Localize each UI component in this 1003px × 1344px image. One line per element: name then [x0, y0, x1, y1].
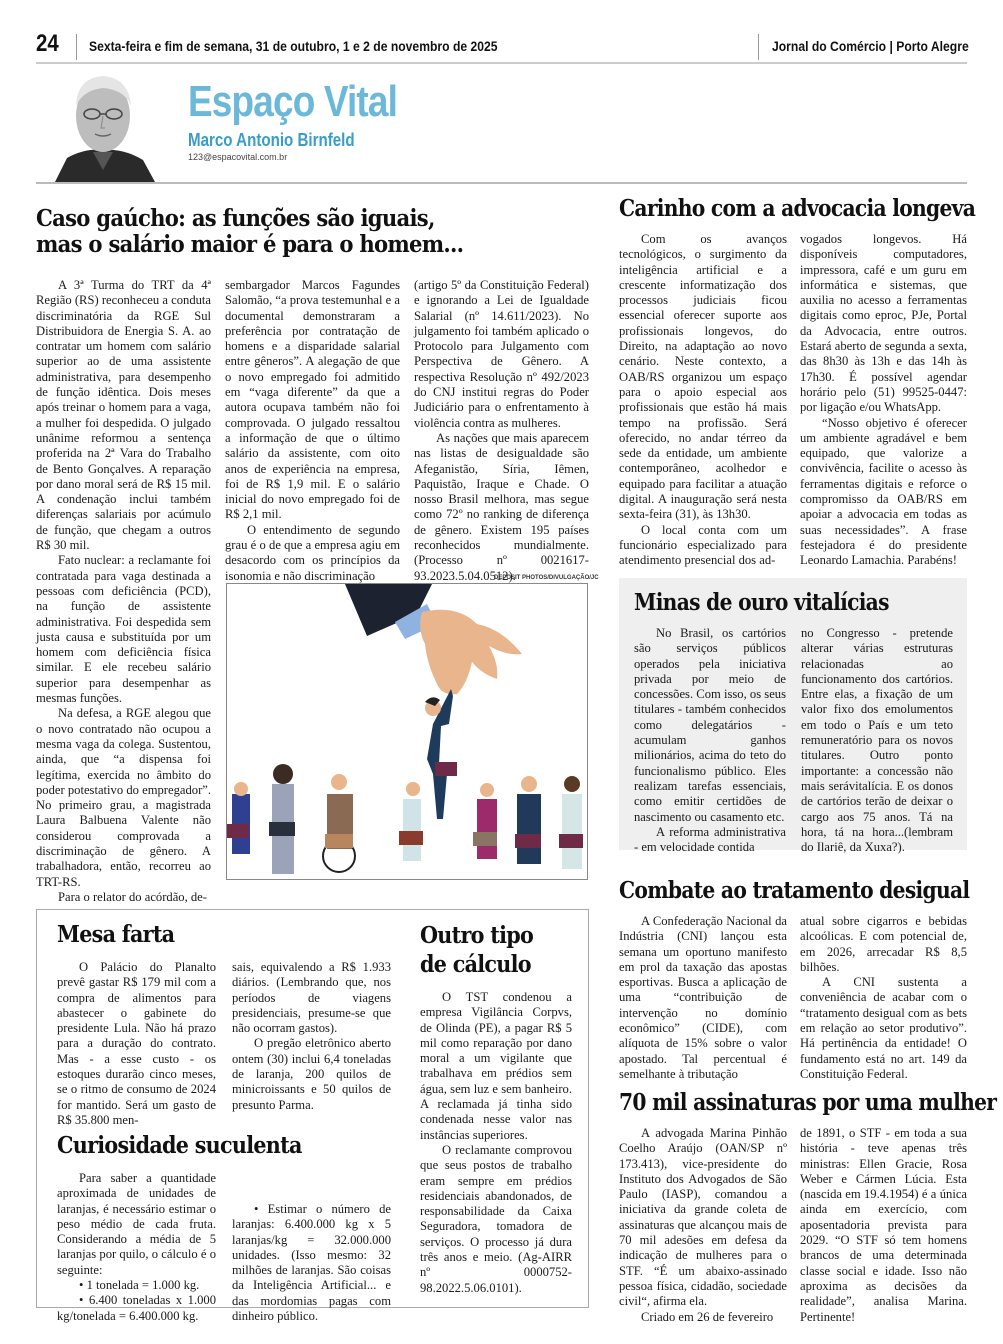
- paragraph: O pregão eletrônico aberto ontem (30) inclui 6,4 toneladas de laranja, 200 quilos de minicroissants e 50 quilos de presunto Parma.: [232, 1036, 391, 1112]
- header-rule: [36, 62, 967, 64]
- combate-col2: [800, 914, 967, 1082]
- assinaturas-col2: [800, 1126, 967, 1325]
- outro-headline: [420, 922, 533, 980]
- paragraph: As nações que mais aparecem nas listas de desigualdade são Afeganistão, Síria, Iêmen, Paquistão, Iraque e Chade. O nosso Brasil melhora, mas segue como 72º no ranking de diferença de gênero. Existem 195 países reconhecidos mundialmente. (Processo nº 0021617-93.2023.5.04.0512).: [414, 430, 589, 583]
- paragraph: no Congresso - pretende alterar várias estruturas relacionadas ao funcionamento dos cartórios. Entre elas, a fixação de um valor fixo dos emolumentos em todo o País e um teto remuneratório para os novos titulares. Outro ponto importante: a concessão não mais serávitalícia. E os donos de cartórios terão de deixar o cargo aos 75 anos. Tá na hora, tá na hora...(lembram do Ilariê, da Xuxa?).: [801, 626, 953, 855]
- photo-credit: DEPOSIT PHOTOS/DIVULGAÇÃO/JC: [494, 575, 599, 581]
- main-article-col2: [225, 278, 400, 584]
- main-headline-line2: mas o salário maior é para o homem...: [36, 230, 464, 258]
- paragraph: O reclamante comprovou que seus postos de trabalho eram sempre em prédios residenciais abandonados, de responsabilidade da Caixa Seguradora, tomadora de serviços. O processo já dura três anos e meio. (Ag-AIRR nº 0000752-98.2022.5.06.0101).: [420, 1142, 572, 1295]
- outro-headline-line2: de cálculo: [420, 950, 531, 978]
- paragraph: A reforma administrativa - em velocidade contida: [634, 824, 786, 855]
- paragraph: Para o relator do acórdão, de-: [58, 889, 207, 904]
- bullet-item: • Estimar o número de laranjas: 6.400.000 kg x 5 laranjas/kg = 32.000.000 unidades. (Isso mesmo: 32 milhões de laranjas. São coisas da Inteligência Artificial... e das mordomias pagas com dinheiro público.: [232, 1202, 391, 1324]
- mesa-col1: [57, 960, 216, 1128]
- bullet-icon: •: [79, 1293, 84, 1308]
- paragraph: Fato nuclear: a reclamante foi contratada para vaga destinada a pessoas com deficiência (PCD), na função de assistente administrativa. Foi despedida sem justa causa e substituída por um homem com deficiência física similar. E ele recebeu salário superior para desempenhar as mesmas funções.: [36, 553, 211, 706]
- paragraph: O local conta com um funcionário especializado para atendimento presencial dos ad-: [619, 522, 787, 568]
- header-divider: [758, 34, 759, 60]
- curiosidade-col2: [232, 1202, 391, 1324]
- bullet-icon: •: [254, 1202, 259, 1216]
- author-portrait: [45, 70, 163, 182]
- publication-name: Jornal do Comércio | Porto Alegre: [772, 39, 969, 54]
- paragraph: No Brasil, os cartórios são serviços públicos operados pela iniciativa privada por meio de concessões. Com isso, os seus titulares - também conhecidos como delegatários - acumulam ganhos milionários, acima do teto do funcionalismo público. Eles realizam tarefas essenciais, como emitir certidões de nascimento ou casamento etc.: [634, 626, 786, 824]
- paragraph: de 1891, o STF - em toda a sua história - teve apenas três ministras: Ellen Gracie, Rosa Weber e Cármen Lúcia. Esta (nascida em 19.4.1954) é a única ainda em exercício, com aposentadoria prevista para 2029. “O STF só tem homens brancos de uma determinada classe social e idade. Isso não aproxima as decisões da realidade”, analisa Marina. Pertinente!: [800, 1126, 967, 1324]
- combate-col1: [619, 914, 787, 1082]
- paragraph: Para saber a quantidade aproximada de unidades de laranjas, é necessário estimar o peso médio de cada fruta. Considerando a média de 5 laranjas por quilo, o cálculo é o seguinte:: [57, 1171, 216, 1277]
- masthead-rule: [36, 182, 967, 184]
- assinaturas-headline: 70 mil assinaturas por uma mulher: [619, 1089, 997, 1116]
- main-headline: [36, 206, 463, 258]
- bullet-item: • 1 tonelada = 1.000 kg.: [79, 1278, 200, 1293]
- paragraph: A CNI sustenta a conveniência de acabar com o “tratamento desigual com as bets em relação ao setor produtivo”. Há pertinência da entidade! O fundamento está no art. 149 da Constituição Federal.: [800, 975, 967, 1081]
- page-number: 24: [36, 30, 59, 57]
- bullet-icon: •: [79, 1278, 84, 1293]
- paragraph: Criado em 26 de fevereiro: [641, 1309, 774, 1324]
- paragraph: sais, equivalendo a R$ 1.933 diários. (Lembrando que, nos períodos de viagens presidenciais, presume-se que não ocorram gastos).: [232, 960, 391, 1036]
- crowd-figures: [227, 764, 583, 874]
- main-article-col1: [36, 278, 211, 905]
- article-illustration: [226, 583, 588, 880]
- combate-headline: Combate ao tratamento desigual: [619, 877, 970, 904]
- paragraph: A 3ª Turma do TRT da 4ª Região (RS) reconheceu a conduta discriminatória da RGE Sul Distribuidora de Energia S. A. ao contratar um homem com salário superior ao de uma assistente administrativa, para desempenho de função idêntica. Dois meses após treinar o homem para a vaga, a mulher foi despedida. O julgado unânime reformou a sentença proferida na 2ª Vara do Trabalho de Bento Gonçalves. A reparação por dano moral será de R$ 15 mil. A condenação inclui também diferenças salariais por acúmulo de função, que chegam a outros R$ 30 mil.: [36, 278, 211, 553]
- paragraph: O Palácio do Planalto prevê gastar R$ 179 mil com a compra de alimentos para abastecer o gabinete do presidente Lula. Não há prazo para a duração do contrato. Mas - a esse custo - os estoques durarão cinco meses, se o ritmo de consumo de 2024 for mantido. Será um gasto de R$ 35.800 men-: [57, 960, 216, 1127]
- mesa-headline: Mesa farta: [57, 921, 175, 948]
- curiosidade-headline: Curiosidade suculenta: [57, 1132, 302, 1159]
- minas-col1: [634, 626, 786, 855]
- minas-col2: [801, 626, 953, 855]
- main-headline-line1: Caso gaúcho: as funções são iguais,: [36, 205, 435, 232]
- outro-col: [420, 990, 572, 1296]
- carinho-col2: [800, 232, 967, 569]
- dateline: Sexta-feira e fim de semana, 31 de outubro, 1 e 2 de novembro de 2025: [89, 39, 498, 54]
- main-article-col3: [414, 278, 589, 584]
- paragraph: sembargador Marcos Fagundes Salomão, “a prova testemunhal e a documental demonstraram a preferência por contratação de homens e a disparidade salarial entre gêneros”. A alegação de que o novo empregado foi admitido em “vaga diferente” da que a autora ocupava também não foi comprovada. O julgado ressaltou a informação de que o último salário da assistente, com oito anos de experiência na empresa, foi de R$ 1,9 mil. E o salário inicial do novo empregado foi de R$ 2,1 mil.: [225, 278, 400, 522]
- outro-headline-line1: Outro tipo: [420, 922, 534, 949]
- header-divider: [76, 34, 77, 60]
- paragraph: vogados longevos. Há disponíveis computadores, impressora, café e um guru em informática e sistemas, que auxilia no acesso a ferramentas digitais como eproc, PJe, Portal da Advocacia, entre outros. Estará aberto de segunda a sexta, das 8h30 às 13h e das 14h às 17h30. É possível agendar horário pelo (51) 99525-0447: por ligação e/ou WhatsApp.: [800, 232, 967, 415]
- paragraph: A Confederação Nacional da Indústria (CNI) lançou esta semana um oportuno manifesto em prol da taxação das apostas esportivas. Busca a aplicação de uma “contribuição de intervenção no domínio econômico” (CIDE), com alíquota de 15% sobre o valor apostado. Tal percentual é semelhante à tributação: [619, 914, 787, 1081]
- author-email[interactable]: 123@espacovital.com.br: [188, 152, 288, 162]
- paragraph: “Nosso objetivo é oferecer um ambiente agradável e bem equipado, que valorize a convivência, facilite o acesso às ferramentas digitais e reforce o compromisso da OAB/RS em apoiar a advocacia em todas as suas necessidades”. A frase festejadora é do presidente Leonardo Lamachia. Parabéns!: [800, 415, 967, 568]
- curiosidade-col1: [57, 1171, 216, 1324]
- paragraph: O TST condenou a empresa Vigilância Corpvs, de Olinda (PE), a pagar R$ 5 mil como reparação por dano moral a um vigilante que trabalhava em prédios sem água, sem luz e sem banheiro. A reclamada já tinha sido condenada nesse valor nas instâncias superiores.: [420, 990, 572, 1142]
- mesa-col2: [232, 960, 391, 1113]
- paragraph: (artigo 5º da Constituição Federal) e ignorando a Lei de Igualdade Salarial (nº 14.611/2023). No julgamento foi também aplicado o Protocolo para Julgamento com Perspectiva de Gênero. A respectiva Resolução nº 492/2023 do CNJ institui regras do Poder Judiciário para o enfrentamento à violência contra as mulheres.: [414, 278, 589, 430]
- minas-headline: Minas de ouro vitalícias: [634, 589, 889, 616]
- carinho-headline: Carinho com a advocacia longeva: [619, 195, 976, 222]
- column-title: Espaço Vital: [188, 77, 398, 126]
- bullet-item: • 6.400 toneladas x 1.000 kg/tonelada = 6.400.000 kg.: [57, 1293, 216, 1323]
- carinho-col1: [619, 232, 787, 569]
- paragraph: A advogada Marina Pinhão Coelho Araújo (OAN/SP nº 173.413), vice-presidente do Instituto dos Advogados de São Paulo (IASP), comandou a iniciativa da grande coleta de assinaturas que alcançou mais de 70 mil adesões em defesa da indicação de mulheres para o STF. “É um abaixo-assinado pessoa física, cidadão, sociedade civil“, afirma ela.: [619, 1126, 787, 1309]
- assinaturas-col1: [619, 1126, 787, 1325]
- column-author: Marco Antonio Birnfeld: [188, 130, 355, 150]
- paragraph: atual sobre cigarros e bebidas alcoólicas. E com potencial de, em 2026, arrecadar R$ 8,5 bilhões.: [800, 914, 967, 974]
- paragraph: O entendimento de segundo grau é o de que a empresa agiu em desacordo com os princípios da isonomia e não discriminação: [225, 522, 400, 583]
- paragraph: Na defesa, a RGE alegou que o novo contratado não ocupou a mesma vaga da colega. Sustentou, ainda, que “a dispensa foi legítima, exercida no âmbito do poder potestativo do empregador”. No primeiro grau, a magistrada Laura Balbuena Valente não considerou comprovada a discriminação de gênero. A trabalhadora, então, recorreu ao TRT-RS.: [36, 706, 211, 889]
- paragraph: Com os avanços tecnológicos, o surgimento da inteligência artificial e a crescente informatização dos processos judiciais ficou essencial oferecer suporte aos profissionais longevos, do Direito, na adaptação ao novo cenário. Neste contexto, a OAB/RS organizou um espaço para o apoio especial aos profissionais que estão há mais tempo na profissão. Será oferecido, no andar térreo da sede da entidade, um ambiente contemporâneo, acolhedor e equipado para facilitar a atuação digital. A inauguração será nesta sexta-feira (31), às 13h30.: [619, 232, 787, 522]
